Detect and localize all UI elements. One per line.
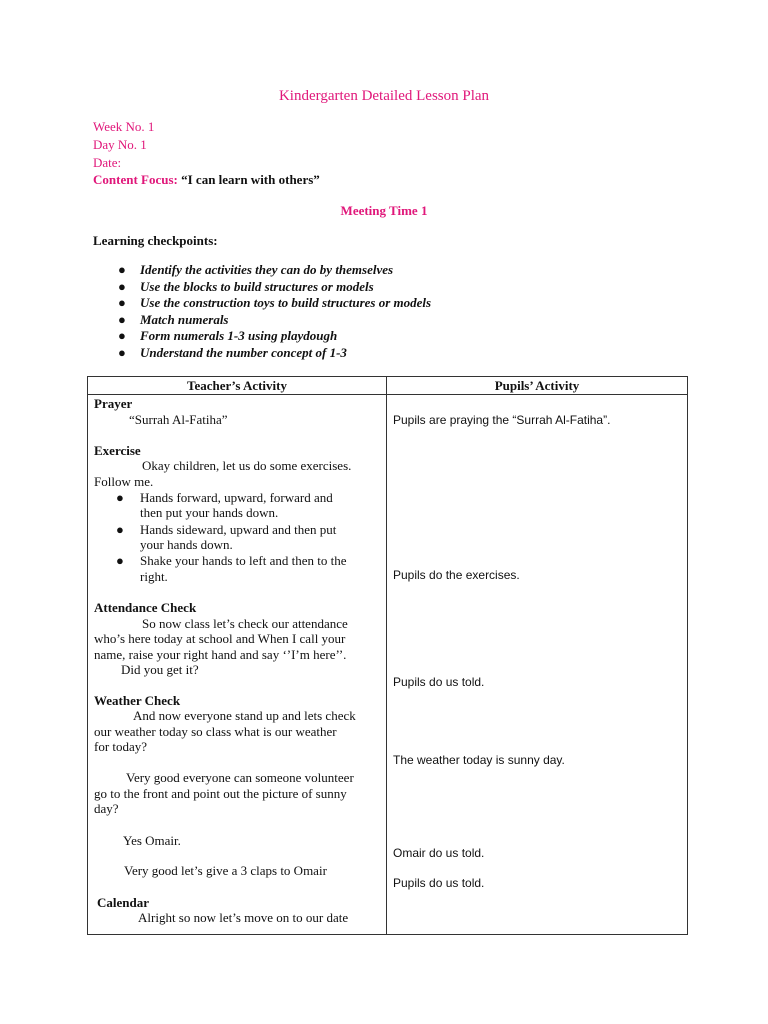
prayer-heading: Prayer [94,396,133,411]
pupils-response: The weather today is sunny day. [393,753,565,767]
teacher-activity-header: Teacher’s Activity [88,377,387,395]
table-header-row [88,377,688,395]
activity-table [87,376,688,935]
content-focus [93,172,320,188]
bullet-icon: ● [118,328,126,343]
meeting-time-heading: Meeting Time 1 [340,203,428,218]
checkpoint-item: ● Use the construction toys to build structures or models [118,295,432,310]
bullet-icon: ● [118,278,126,294]
date-label: Date: [93,155,122,170]
table-row [88,395,688,935]
checkpoint-item: ● Identify the activities they can do by themselves [118,262,394,277]
document-title: Kindergarten Detailed Lesson Plan [278,88,490,104]
checkpoint-item: ● Match numerals [118,311,229,327]
exercise-line: Okay children, let us do some exercises. [142,458,352,473]
checkpoint-item: ● Form numerals 1-3 using playdough [118,328,338,343]
exercise-bullet-line: Hands sideward, upward and then put [140,522,337,537]
pupils-activity-cell [387,395,688,935]
exercise-line: Follow me. [94,474,154,489]
weather-line: our weather today so class what is our weather [94,724,337,739]
pupils-response: Pupils do us told. [393,675,485,689]
attendance-line: who’s here today at school and When I call your [94,631,346,646]
content-focus-value: “I can learn with others” [181,172,320,187]
attendance-line: Did you get it? [121,662,199,677]
checkpoint-item: ● Use the blocks to build structures or models [118,278,374,294]
checkpoints-heading: Learning checkpoints: [93,233,218,248]
pupils-response: Pupils do us told. [393,876,485,890]
week-label: Week No. 1 [93,119,155,134]
attendance-line: So now class let’s check our attendance [142,616,348,631]
bullet-icon: ● [116,553,124,568]
claps-text: Very good let’s give a 3 claps to Omair [124,863,327,878]
exercise-bullet-line: Shake your hands to left and then to the [140,553,347,568]
checkpoint-item: ● Understand the number concept of 1-3 [118,344,347,360]
exercise-bullet-line: your hands down. [140,537,233,552]
pupils-activity-header: Pupils’ Activity [387,377,688,395]
bullet-icon: ● [118,295,126,310]
yes-omair-text: Yes Omair. [123,833,181,848]
weather-line: go to the front and point out the picture of sunny [94,786,347,801]
pupils-response: Pupils are praying the “Surrah Al-Fatiha”. [393,413,611,427]
exercise-bullet-line: Hands forward, upward, forward and [140,490,333,505]
weather-heading: Weather Check [94,693,181,708]
weather-line: And now everyone stand up and lets check [133,708,356,723]
weather-line: day? [94,801,119,816]
prayer-text: “Surrah Al-Fatiha” [129,412,228,427]
bullet-icon: ● [116,490,124,505]
exercise-bullet-line: right. [140,569,168,584]
calendar-heading: Calendar [97,895,149,910]
attendance-line: name, raise your right hand and say ‘’I’m here’’. [94,647,347,662]
bullet-icon: ● [118,344,126,360]
exercise-heading: Exercise [94,443,141,458]
day-label: Day No. 1 [93,137,147,152]
weather-line: for today? [94,739,148,754]
pupils-response: Omair do us told. [393,846,485,860]
calendar-line: Alright so now let’s move on to our date [138,910,349,925]
bullet-icon: ● [118,262,126,277]
weather-line: Very good everyone can someone volunteer [126,770,354,785]
exercise-bullet-line: then put your hands down. [140,505,279,520]
pupils-response: Pupils do the exercises. [393,568,520,582]
bullet-icon: ● [116,522,124,537]
content-focus-label: Content Focus: [93,172,178,187]
attendance-heading: Attendance Check [94,600,197,615]
checkpoints-list [118,262,431,361]
bullet-icon: ● [118,311,126,327]
teacher-activity-cell [88,395,387,935]
